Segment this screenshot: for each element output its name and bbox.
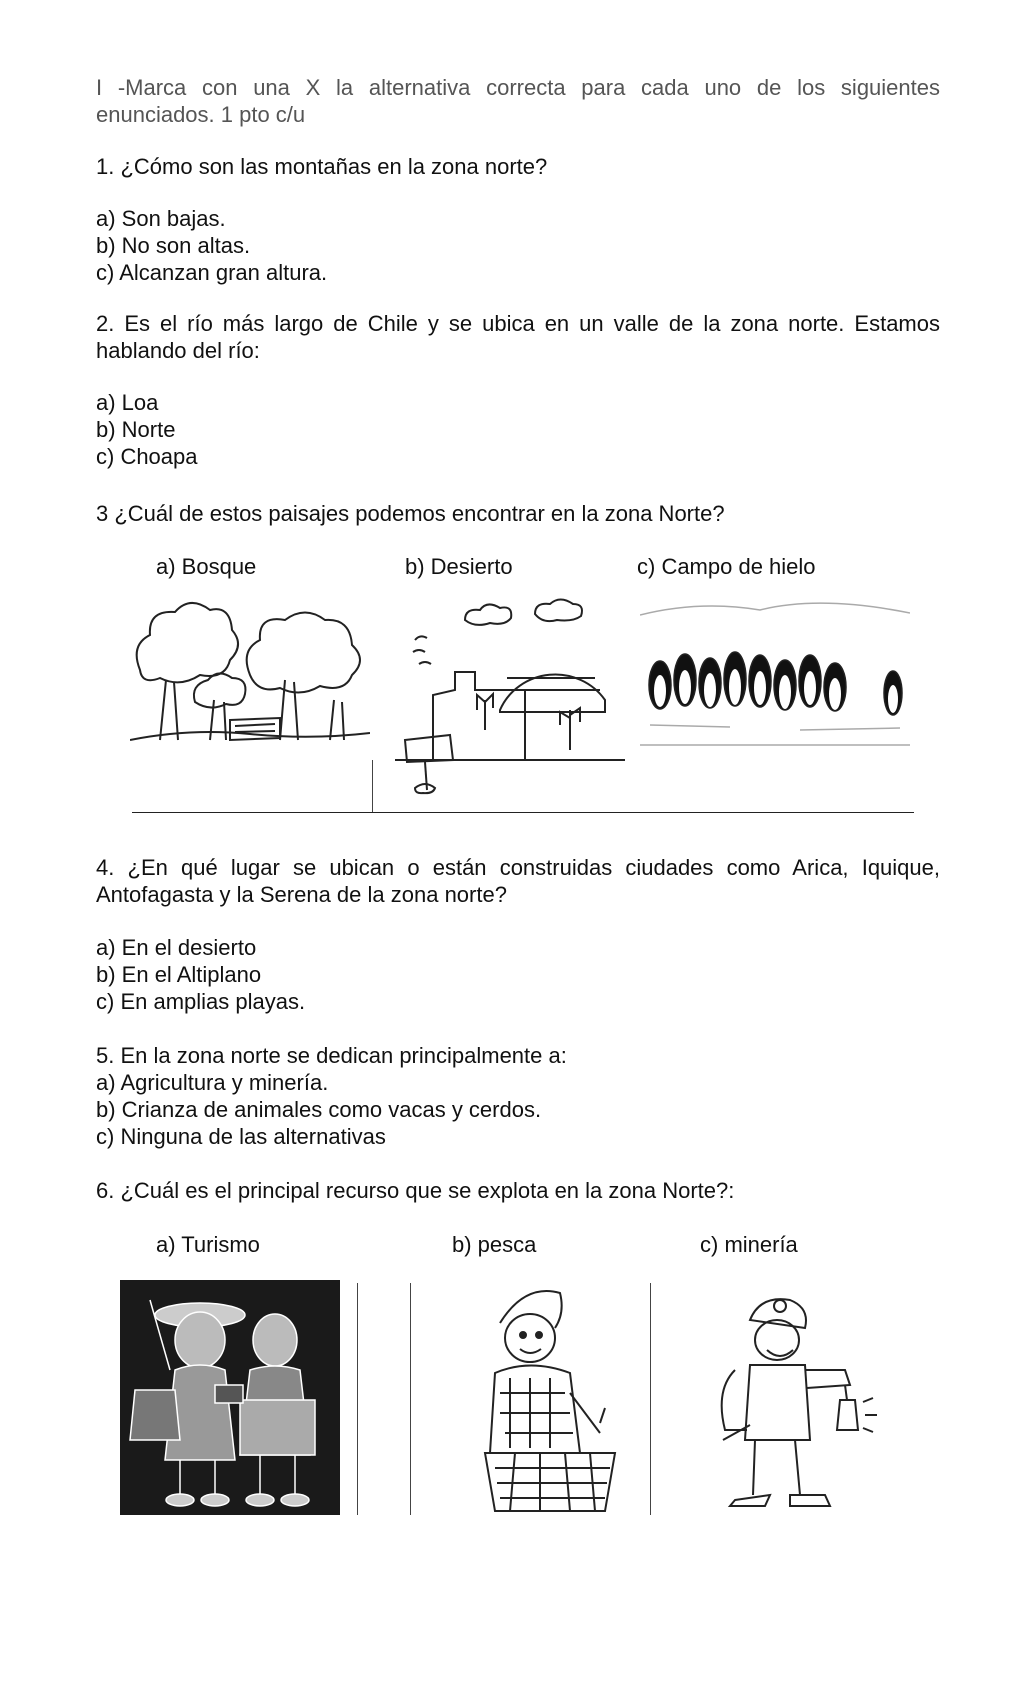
divider-line — [132, 812, 914, 813]
question-6: 6. ¿Cuál es el principal recurso que se explota en la zona Norte?: — [96, 1178, 735, 1203]
q6-option-a[interactable]: a) Turismo — [156, 1232, 260, 1257]
divider-vertical — [357, 1283, 358, 1515]
question-5: 5. En la zona norte se dedican principalmente a: — [96, 1043, 567, 1068]
question-4-line-1: 4. ¿En qué lugar se ubican o están construidas ciudades como Arica, Iquique, — [96, 855, 940, 880]
divider-vertical — [410, 1283, 411, 1515]
q1-option-a[interactable]: a) Son bajas. — [96, 206, 226, 231]
q4-option-b[interactable]: b) En el Altiplano — [96, 962, 262, 987]
q5-option-b[interactable]: b) Crianza de animales como vacas y cerdos. — [96, 1097, 542, 1122]
q5-option-a[interactable]: a) Agricultura y minería. — [96, 1070, 329, 1095]
q6-option-b[interactable]: b) pesca — [452, 1232, 537, 1257]
q3-option-a[interactable]: a) Bosque — [156, 554, 257, 579]
q1-option-b[interactable]: b) No son altas. — [96, 233, 251, 258]
q2-option-b[interactable]: b) Norte — [96, 417, 176, 442]
q4-option-c[interactable]: c) En amplias playas. — [96, 989, 306, 1014]
q3-option-c[interactable]: c) Campo de hielo — [637, 554, 816, 579]
divider-vertical — [650, 1283, 651, 1515]
question-1: 1. ¿Cómo son las montañas en la zona norte? — [96, 154, 548, 179]
desert-illustration — [395, 590, 625, 795]
question-2-line-2: hablando del río: — [96, 338, 260, 363]
divider-vertical — [372, 760, 373, 812]
q6-option-c[interactable]: c) minería — [700, 1232, 798, 1257]
question-4-line-2: Antofagasta y la Serena de la zona norte? — [96, 882, 507, 907]
instructions-line-2: enunciados. 1 pto c/u — [96, 102, 306, 127]
miner-illustration — [695, 1290, 885, 1515]
forest-illustration — [130, 590, 370, 760]
fisherman-illustration — [455, 1283, 635, 1513]
instructions-line-1: I -Marca con una X la alternativa correcta para cada uno de los siguientes — [96, 75, 940, 100]
q5-option-c[interactable]: c) Ninguna de las alternativas — [96, 1124, 386, 1149]
penguins-icefield-illustration — [640, 595, 910, 760]
q2-option-c[interactable]: c) Choapa — [96, 444, 198, 469]
q1-option-c[interactable]: c) Alcanzan gran altura. — [96, 260, 328, 285]
tourists-illustration — [120, 1280, 340, 1515]
q2-option-a[interactable]: a) Loa — [96, 390, 159, 415]
q4-option-a[interactable]: a) En el desierto — [96, 935, 257, 960]
question-3: 3 ¿Cuál de estos paisajes podemos encontrar en la zona Norte? — [96, 501, 725, 526]
q3-option-b[interactable]: b) Desierto — [405, 554, 513, 579]
question-2-line-1: 2. Es el río más largo de Chile y se ubica en un valle de la zona norte. Estamos — [96, 311, 940, 336]
